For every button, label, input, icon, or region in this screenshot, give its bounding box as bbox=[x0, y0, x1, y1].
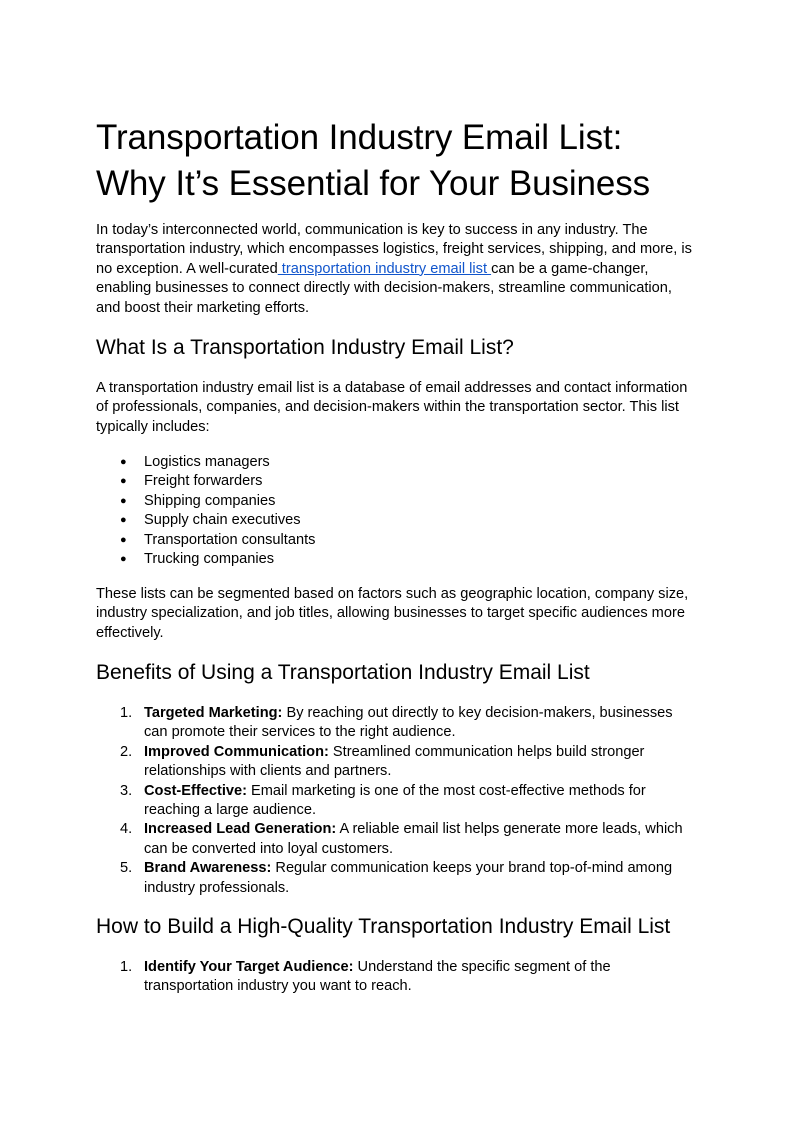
list-item: ● Shipping companies bbox=[96, 492, 315, 511]
section-heading-how-to-build: How to Build a High-Quality Transportation Industry Email List bbox=[96, 915, 671, 938]
list-item: ● Supply chain executives bbox=[96, 511, 315, 530]
list-item: 4. Increased Lead Generation: A reliable email list helps generate more leads, which can be converted into loyal customers. bbox=[120, 821, 683, 857]
bullet-icon: ● bbox=[120, 456, 127, 468]
title-line-1: Transportation Industry Email List: bbox=[96, 118, 623, 157]
bullet-icon: ● bbox=[120, 494, 127, 507]
list-item: ● Transportation consultants bbox=[96, 531, 315, 550]
build-steps-list bbox=[96, 958, 706, 997]
contact-types-list bbox=[96, 453, 315, 569]
bullet-icon: ● bbox=[120, 475, 127, 488]
list-item: 3. Cost-Effective: Email marketing is one of the most cost-effective methods for reaching a large audience. bbox=[120, 782, 646, 819]
list-item: ● Trucking companies bbox=[96, 550, 315, 569]
list-item: 5. Brand Awareness: Regular communication keeps your brand top-of-mind among industry professionals. bbox=[120, 860, 673, 896]
page-title bbox=[96, 115, 706, 207]
intro-paragraph: In today’s interconnected world, communication is key to success in any industry. The transportation industry, which encompasses logistics, freight services, shipping, and more, is no exception. A well-curated transportation industry email list can be a game-changer, enabling businesses to connect directly with decision-makers, streamline communication, and boost their marketing efforts. bbox=[96, 222, 692, 316]
list-item: ● Logistics managers bbox=[96, 453, 315, 472]
bullet-icon: ● bbox=[120, 553, 127, 566]
benefits-list bbox=[96, 704, 706, 898]
title-line-2: Why It’s Essential for Your Business bbox=[96, 164, 651, 203]
definition-paragraph: A transportation industry email list is a database of email addresses and contact information of professionals, companies, and decision-makers within the transportation sector. This list typically includes: bbox=[96, 380, 688, 435]
bullet-icon: ● bbox=[120, 533, 127, 546]
bullet-icon: ● bbox=[120, 514, 127, 527]
list-item: ● Freight forwarders bbox=[96, 472, 315, 491]
email-list-link[interactable]: transportation industry email list bbox=[277, 260, 492, 277]
list-item: 1. Targeted Marketing: By reaching out directly to key decision-makers, businesses can promote their services to the right audience. bbox=[120, 705, 673, 741]
section-heading-benefits: Benefits of Using a Transportation Industry Email List bbox=[96, 661, 590, 684]
list-item: 1. Identify Your Target Audience: Understand the specific segment of the transportation industry you want to reach. bbox=[120, 959, 611, 995]
segmentation-paragraph: These lists can be segmented based on factors such as geographic location, company size, industry specialization, and job titles, allowing businesses to target specific audiences more effectively. bbox=[96, 586, 689, 641]
list-item: 2. Improved Communication: Streamlined communication helps build stronger relationships with clients and partners. bbox=[120, 743, 645, 780]
section-heading-what-is: What Is a Transportation Industry Email List? bbox=[96, 336, 514, 359]
